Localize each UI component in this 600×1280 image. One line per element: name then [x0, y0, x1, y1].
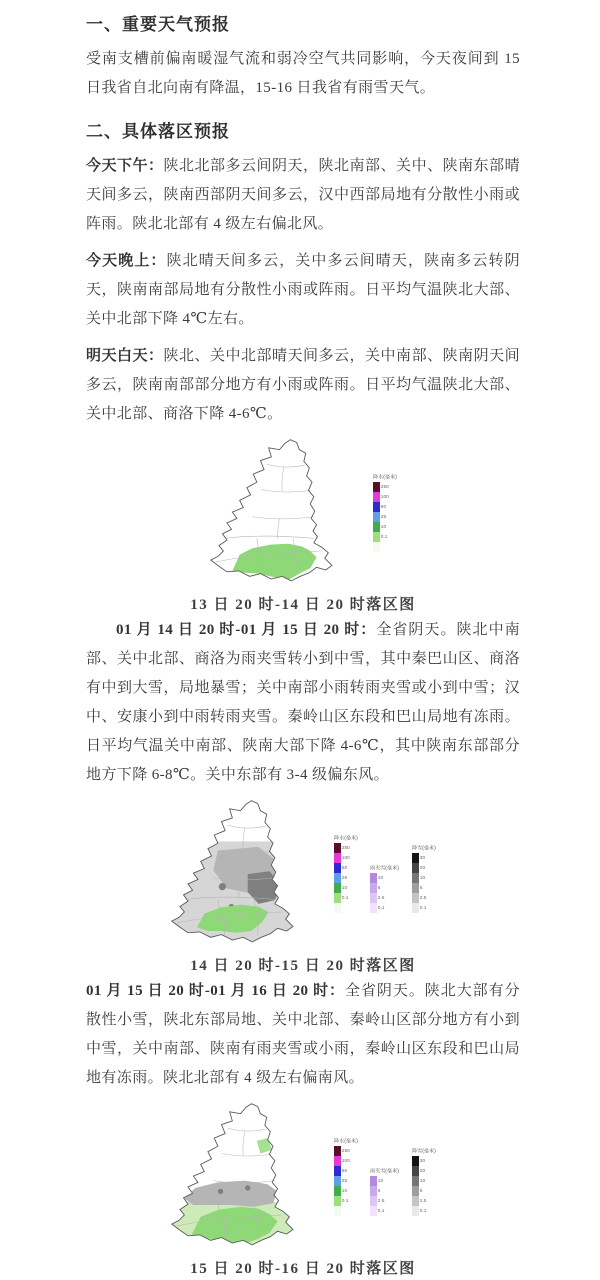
forecast-15-16 — [86, 977, 520, 1093]
legend-swatch — [412, 1186, 419, 1196]
legend-label: 0.1 — [377, 905, 385, 911]
forecast-this-afternoon — [86, 152, 520, 239]
legend-segment — [370, 883, 381, 893]
legend-segment — [412, 863, 427, 873]
legend-segment — [334, 873, 349, 883]
legend-segment — [334, 1146, 352, 1156]
legend-label: 30 — [419, 1158, 426, 1164]
legend-label: 20 — [419, 1168, 426, 1174]
legend-rain — [334, 835, 362, 913]
legend-segment — [334, 1186, 349, 1196]
legend-title: 降雪(毫米) — [412, 1149, 436, 1155]
legend-rain — [373, 474, 401, 552]
legend-swatch — [334, 1186, 341, 1196]
legend-swatch — [412, 863, 419, 873]
legend-segment — [412, 883, 423, 893]
snow-spot — [245, 1185, 250, 1190]
legend-title: 雨夹雪(毫米) — [370, 866, 399, 872]
legend-segment — [370, 1206, 386, 1216]
legend-swatch — [334, 883, 341, 893]
legend-label: 0.1 — [380, 534, 388, 540]
legend-label: 10 — [419, 875, 426, 881]
legend-swatch — [373, 492, 380, 502]
legend-swatch — [373, 522, 380, 532]
map-caption-14-15: 14 日 20 时-15 日 20 时落区图 — [190, 958, 416, 974]
legend-segment — [370, 873, 385, 883]
legend-segment — [412, 1206, 428, 1216]
legend-segment — [370, 1196, 386, 1206]
legend-label: 100 — [341, 855, 350, 861]
legend-swatch — [373, 512, 380, 522]
legend-snow — [412, 845, 440, 913]
paragraph-lead: 01 月 14 日 20 时-01 月 15 日 20 时： — [116, 622, 377, 638]
legend-swatch — [373, 532, 380, 542]
legend-label: 25 — [380, 514, 387, 520]
legend-swatch — [334, 873, 341, 883]
legend-label: 10 — [341, 1188, 348, 1194]
legend-swatch — [370, 1206, 377, 1216]
legend-swatch — [334, 1196, 341, 1206]
legend-swatch — [334, 863, 341, 873]
paragraph-lead: 01 月 15 日 20 时-01 月 16 日 20 时： — [86, 983, 345, 999]
legend-segment — [412, 1176, 427, 1186]
legend-label: 250 — [341, 1148, 350, 1154]
legend-segment — [370, 1186, 381, 1196]
legend-segment — [334, 853, 352, 863]
legend-label: 25 — [341, 1178, 348, 1184]
shaanxi-map-15-16 — [166, 1101, 324, 1253]
legend-label: 5 — [377, 885, 381, 891]
legend-swatch — [373, 502, 380, 512]
legend-swatch — [412, 883, 419, 893]
legend-label: 5 — [419, 885, 423, 891]
legend-segment — [334, 1176, 349, 1186]
paragraph-text: 陕北北部多云间阴天，陕北南部、关中、陕南东部晴天间多云，陕南西部阴天间多云，汉中西部局地有分散性小雨或阵雨。陕北北部有 4 级左右偏北风。 — [86, 158, 520, 232]
legend-label: 10 — [377, 875, 384, 881]
paragraph-text: 全省阴天。陕北大部有分散性小雪，陕北东部局地、关中北部、秦岭山区部分地方有小到中雪，关中南部、陕南有雨夹雪或小雨，秦岭山区东段和巴山局地有冻雨。陕北北部有 4 级左右偏南风。 — [86, 983, 520, 1086]
legend-segment — [373, 542, 381, 552]
paragraph-lead: 明天白天： — [86, 348, 164, 364]
forecast-tonight — [86, 247, 520, 334]
legend-swatch — [412, 1176, 419, 1186]
legend-label: 0.1 — [341, 895, 349, 901]
precip-map-block-15-16 — [86, 1101, 520, 1278]
legend-swatch — [370, 883, 377, 893]
legend-label: 50 — [341, 865, 348, 871]
legend-swatch — [412, 1156, 419, 1166]
legend-label: 100 — [380, 494, 389, 500]
legend-swatch — [412, 1206, 419, 1216]
legend-segment — [373, 532, 389, 542]
legend-swatch — [334, 1156, 341, 1166]
legend-label: 5 — [377, 1188, 381, 1194]
legend-segment — [334, 843, 352, 853]
snow-spot — [218, 1189, 223, 1194]
precip-map-block-14-15 — [86, 798, 520, 975]
legend-segment — [334, 883, 349, 893]
legend-sleet — [370, 1168, 404, 1216]
legend-swatch — [412, 893, 419, 903]
legend-segment — [412, 1196, 428, 1206]
legend-swatch — [334, 843, 341, 853]
legend-segment — [373, 502, 388, 512]
legend-snow — [412, 1148, 440, 1216]
paragraph-text: 陕北晴天间多云，关中多云间晴天，陕南多云转阴天，陕南南部局地有分散性小雨或阵雨。日平均气温陕北大部、关中北部下降 4℃左右。 — [86, 253, 520, 327]
legend-label: 10 — [380, 524, 387, 530]
shaanxi-map-13-14 — [205, 437, 363, 589]
legend-swatch — [334, 1146, 341, 1156]
legend-title: 降水(毫米) — [334, 836, 358, 842]
legend-segment — [334, 1156, 352, 1166]
legend-segment — [334, 893, 350, 903]
legend-segment — [334, 1206, 342, 1216]
legend-swatch — [334, 1206, 341, 1216]
legend-label: 10 — [341, 885, 348, 891]
legend-label: 100 — [341, 1158, 350, 1164]
legend-rain — [334, 1138, 362, 1216]
intro-paragraph: 受南支槽前偏南暖湿气流和弱冷空气共同影响，今天夜间到 15 日我省自北向南有降温，15-16 日我省有雨雪天气。 — [86, 51, 520, 96]
legend-label — [341, 1207, 342, 1215]
legend-segment — [412, 1186, 423, 1196]
legend-label: 0.1 — [419, 1208, 427, 1214]
legend-title: 降雪(毫米) — [412, 846, 436, 852]
legend-segment — [370, 1176, 385, 1186]
legend-label: 50 — [380, 504, 387, 510]
legend-swatch — [373, 542, 380, 552]
legend-swatch — [370, 903, 377, 913]
legend-segment — [412, 1166, 427, 1176]
paragraph-text: 全省阴天。陕北中南部、关中北部、商洛为雨夹雪转小到中雪，其中秦巴山区、商洛有中到大雪，局地暴雪；关中南部小雨转雨夹雪或小到中雪；汉中、安康小到中雨转雨夹雪。秦岭山区东段和巴山局地有冻雨。日平均气温关中南部、陕南大部下降 4-6℃，其中陕南东部部分地方下降 6-8℃。关中东部有 3-4 级偏东风。 — [86, 622, 520, 783]
legend-swatch — [334, 1176, 341, 1186]
legend-label: 250 — [380, 484, 389, 490]
legend-label: 2.5 — [377, 1198, 385, 1204]
legend-segment — [373, 482, 391, 492]
legend-swatch — [412, 903, 419, 913]
legend-swatch — [334, 1166, 341, 1176]
legend-label: 0.1 — [377, 1208, 385, 1214]
legend-label: 2.5 — [419, 895, 427, 901]
legend-label — [341, 904, 342, 912]
legend-swatch — [334, 853, 341, 863]
weather-bulletin — [86, 0, 520, 1278]
legend-label: 20 — [419, 865, 426, 871]
legend-swatch — [334, 903, 341, 913]
snow-spot — [219, 883, 226, 890]
legend-segment — [412, 903, 428, 913]
legend-swatch — [370, 1176, 377, 1186]
legend-segment — [334, 903, 342, 913]
legend-label: 2.5 — [377, 895, 385, 901]
precip-map-block-13-14 — [86, 437, 520, 614]
legend-sleet — [370, 865, 404, 913]
legend-label: 250 — [341, 845, 350, 851]
legend-segment — [412, 853, 427, 863]
legend-segment — [373, 492, 391, 502]
legend-label: 10 — [419, 1178, 426, 1184]
legend-segment — [370, 893, 386, 903]
legend-segment — [334, 1166, 349, 1176]
legend-swatch — [370, 873, 377, 883]
section-heading-important-forecast: 一、重要天气预报 — [86, 15, 230, 34]
forecast-14-15 — [86, 616, 520, 790]
shaanxi-map-14-15 — [166, 798, 324, 950]
legend-segment — [370, 903, 386, 913]
legend-label: 10 — [377, 1178, 384, 1184]
legend-segment — [334, 1196, 350, 1206]
legend-label: 5 — [419, 1188, 423, 1194]
legend-segment — [412, 1156, 427, 1166]
legend-label: 2.5 — [419, 1198, 427, 1204]
legend-segment — [412, 893, 428, 903]
legend-swatch — [370, 1196, 377, 1206]
map-caption-15-16: 15 日 20 时-16 日 20 时落区图 — [190, 1261, 416, 1277]
legend-segment — [334, 863, 349, 873]
legend-label: 0.1 — [419, 905, 427, 911]
legend-label: 30 — [419, 855, 426, 861]
legend-segment — [412, 873, 427, 883]
legend-label — [380, 543, 381, 551]
legend-title: 降水(毫米) — [373, 475, 397, 481]
legend-label: 50 — [341, 1168, 348, 1174]
legend-swatch — [370, 1186, 377, 1196]
legend-swatch — [412, 1166, 419, 1176]
legend-segment — [373, 522, 388, 532]
legend-title: 雨夹雪(毫米) — [370, 1169, 399, 1175]
legend-swatch — [412, 1196, 419, 1206]
section-heading-area-forecast: 二、具体落区预报 — [86, 122, 230, 141]
legend-swatch — [370, 893, 377, 903]
legend-swatch — [412, 873, 419, 883]
paragraph-text: 陕北、关中北部晴天间多云，关中南部、陕南阴天间多云，陕南南部部分地方有小雨或阵雨。日平均气温陕北大部、关中北部、商洛下降 4-6℃。 — [86, 348, 520, 422]
legend-label: 25 — [341, 875, 348, 881]
legend-swatch — [412, 853, 419, 863]
map-caption-13-14: 13 日 20 时-14 日 20 时落区图 — [190, 597, 416, 613]
legend-swatch — [334, 893, 341, 903]
paragraph-lead: 今天下午： — [86, 158, 164, 174]
legend-label: 0.1 — [341, 1198, 349, 1204]
forecast-tomorrow-day — [86, 342, 520, 429]
paragraph-lead: 今天晚上： — [86, 253, 167, 269]
legend-segment — [373, 512, 388, 522]
legend-swatch — [373, 482, 380, 492]
legend-title: 降水(毫米) — [334, 1139, 358, 1145]
